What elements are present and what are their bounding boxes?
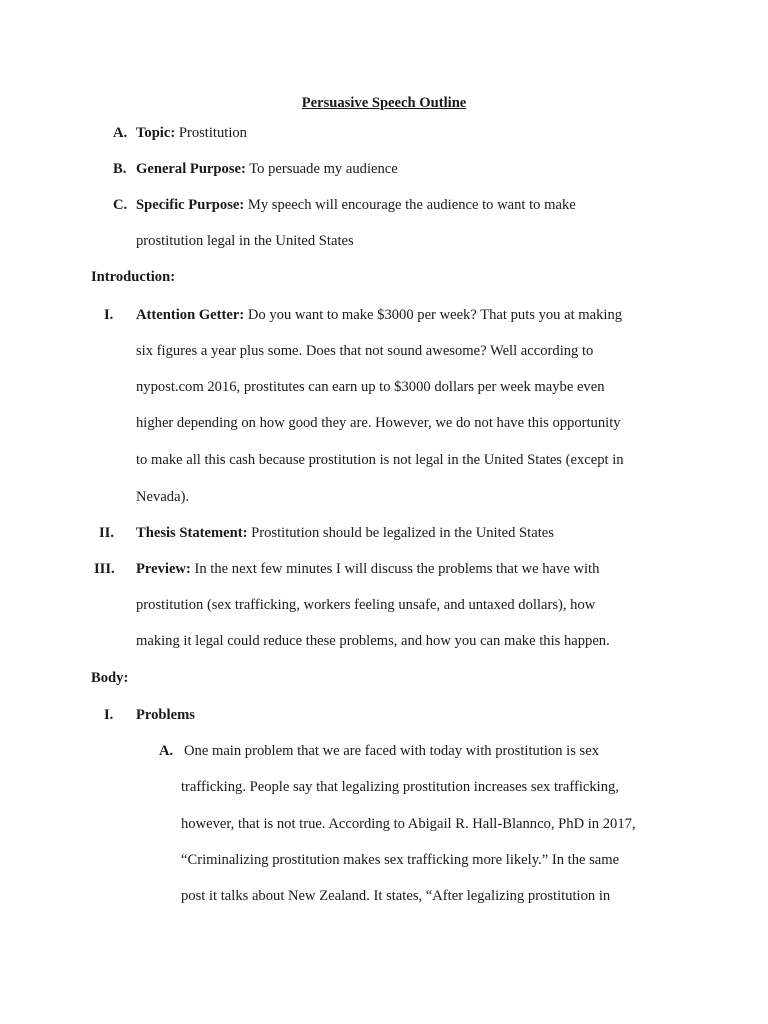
body-heading: Body: <box>91 670 129 686</box>
item-marker: C. <box>113 197 128 213</box>
body-text-line: to make all this cash because prostitution is not legal in the United States (except in <box>136 452 624 468</box>
specific-purpose-line <box>136 196 576 214</box>
body-text-line: Nevada). <box>136 489 190 505</box>
topic-text: Prostitution <box>178 125 247 141</box>
body-text-line: nypost.com 2016, prostitutes can earn up to $3000 dollars per week maybe even <box>136 379 605 395</box>
preview-line <box>136 560 599 578</box>
attention-getter-line <box>136 306 622 324</box>
body-text-line: making it legal could reduce these problems, and how you can make this happen. <box>136 633 610 649</box>
body-text-line: One main problem that we are faced with today with prostitution is sex <box>184 743 600 759</box>
preview-label: Preview: <box>136 561 191 577</box>
body-text-line: higher depending on how good they are. However, we do not have this opportunity <box>136 415 621 431</box>
general-purpose-label: General Purpose: <box>136 161 246 177</box>
body-text-line: however, that is not true. According to Abigail R. Hall-Blannco, PhD in 2017, <box>181 816 636 832</box>
item-marker: III. <box>94 561 115 577</box>
item-marker: A. <box>159 743 174 759</box>
attention-getter-text: Do you want to make $3000 per week? That puts you at making <box>247 307 623 323</box>
problems-heading: Problems <box>136 707 195 723</box>
item-marker: I. <box>104 707 114 723</box>
page-title: Persuasive Speech Outline <box>301 95 467 111</box>
attention-getter-label: Attention Getter: <box>136 307 245 323</box>
topic-line <box>136 124 247 142</box>
thesis-label: Thesis Statement: <box>136 525 248 541</box>
general-purpose-line <box>136 160 398 178</box>
body-text-line: post it talks about New Zealand. It states, “After legalizing prostitution in <box>181 888 611 904</box>
item-marker: A. <box>113 125 128 141</box>
specific-purpose-text: My speech will encourage the audience to want to make <box>247 197 576 213</box>
preview-text: In the next few minutes I will discuss the problems that we have with <box>194 561 600 577</box>
body-text-line: trafficking. People say that legalizing prostitution increases sex trafficking, <box>181 779 619 795</box>
item-marker: I. <box>104 307 114 323</box>
body-text-line: “Criminalizing prostitution makes sex trafficking more likely.” In the same <box>181 852 620 868</box>
introduction-heading: Introduction: <box>91 269 176 285</box>
item-marker: B. <box>113 161 127 177</box>
body-text-line: prostitution (sex trafficking, workers feeling unsafe, and untaxed dollars), how <box>136 597 596 613</box>
specific-purpose-label: Specific Purpose: <box>136 197 245 213</box>
general-purpose-text: To persuade my audience <box>249 161 398 177</box>
specific-purpose-continuation: prostitution legal in the United States <box>136 233 354 249</box>
topic-label: Topic: <box>136 125 176 141</box>
item-marker: II. <box>99 525 115 541</box>
thesis-text: Prostitution should be legalized in the United States <box>251 525 554 541</box>
thesis-line <box>136 524 554 542</box>
body-text-line: six figures a year plus some. Does that not sound awesome? Well according to <box>136 343 594 359</box>
